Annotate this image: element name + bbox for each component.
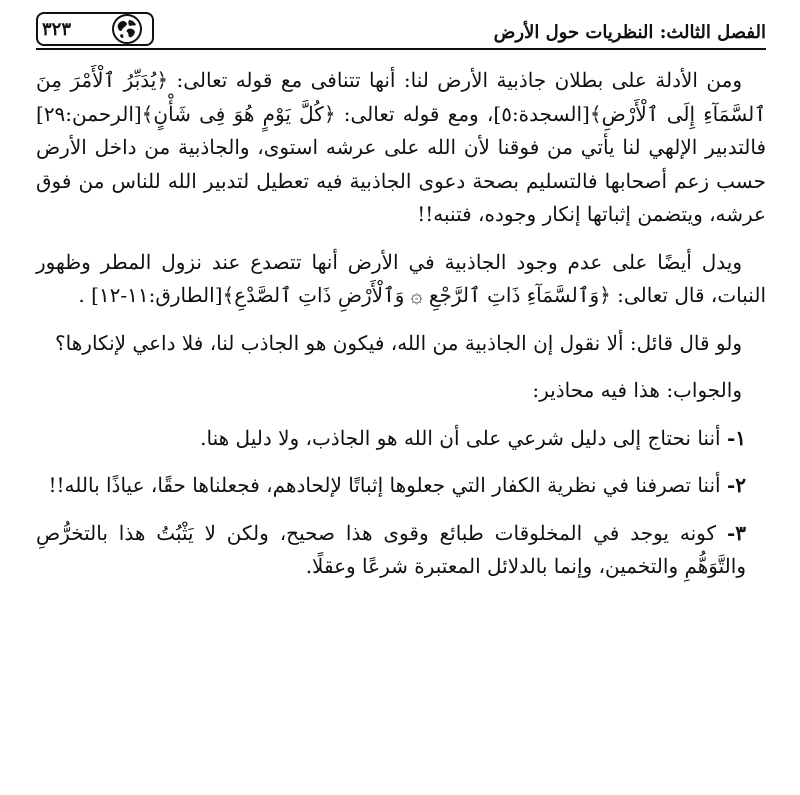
page-number: ٣٢٣	[42, 18, 72, 40]
chapter-title: الفصل الثالث: النظريات حول الأرض	[493, 22, 766, 43]
list-item-1	[36, 422, 766, 456]
list-item-text: كونه يوجد في المخلوقات طبائع وقوى هذا صحيح، ولكن لا يَثْبُتُ هذا بالتخرُّصِ والتَّوَهُّمِ والتخمين، وإنما بالدلائل المعتبرة شرعًا وعقلًا.	[36, 520, 746, 578]
paragraph-earth-cracking: ويدل أيضًا على عدم وجود الجاذبية في الأرض أنها تتصدع عند نزول المطر وظهور النبات، قال تعالى: ﴿وَٱلسَّمَآءِ ذَاتِ ٱلرَّجْعِ ۞ وَٱلْأَرْضِ ذَاتِ ٱلصَّدْعِ﴾[الطارق:١١-١٢] .	[36, 249, 766, 307]
paragraph-objection: ولو قال قائل: ألا نقول إن الجاذبية من الله، فيكون هو الجاذب لنا، فلا داعي لإنكارها؟	[55, 330, 742, 355]
list-item-number: ٢-	[726, 473, 746, 497]
list-item-text: أننا تصرفنا في نظرية الكفار التي جعلوها إثباتًا لإلحادهم، فجعلناها حقًا، عياذًا بالله!!	[48, 473, 721, 497]
page-number-frame	[36, 12, 154, 46]
page-header	[36, 12, 766, 50]
paragraph-gravity-contradiction: ومن الأدلة على بطلان جاذبية الأرض لنا: أنها تتنافى مع قوله تعالى: ﴿يُدَبِّرُ ٱلْأَمْرَ مِنَ ٱلسَّمَآءِ إِلَى ٱلْأَرْضِ﴾[السجدة:٥]، ومع قوله تعالى: ﴿كُلَّ يَوْمٍ هُوَ فِى شَأْنٍ﴾[الرحمن:٢٩] فالتدبير الإلهي لنا يأتي من فوقنا لأن الله على عرشه استوى، والجاذبية من داخل الأرض حسب زعم أصحابها فالتسليم بصحة دعوى الجاذبية فيه تعطيل لتدبير الله للناس من فوق عرشه، ويتضمن إثباتها إنكار وجوده، فتنبه!!	[36, 68, 766, 226]
list-item-2	[36, 469, 766, 503]
list-item-3	[36, 517, 766, 584]
list-item-number: ٣-	[726, 520, 747, 545]
paragraph-answer-intro: والجواب: هذا فيه محاذير:	[532, 378, 742, 402]
list-item-text: أننا نحتاج إلى دليل شرعي على أن الله هو الجاذب، ولا دليل هنا.	[200, 425, 721, 450]
list-item-number: ١-	[726, 425, 746, 450]
globe-icon	[112, 14, 142, 44]
page-content	[36, 64, 766, 584]
